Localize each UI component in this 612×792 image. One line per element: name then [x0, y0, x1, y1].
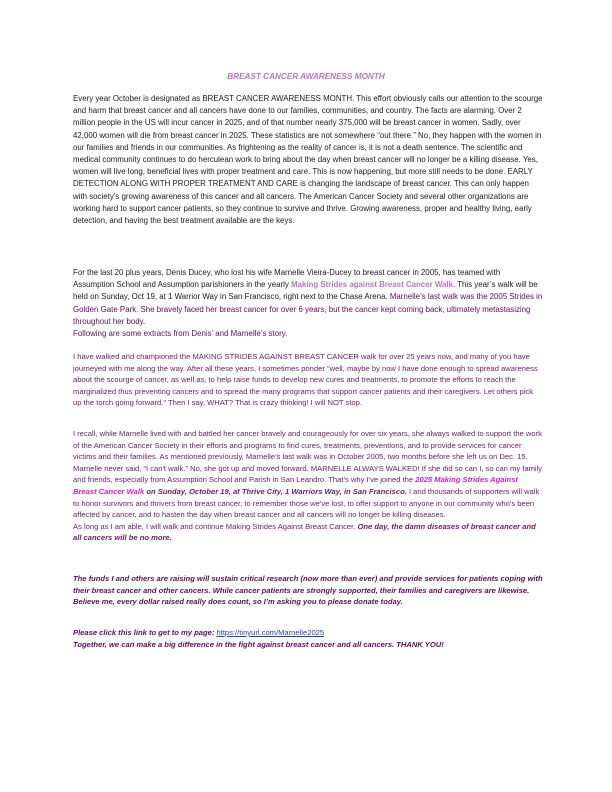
intro-paragraph: Every year October is designated as BREAST CANCER AWARENESS MONTH. This effort obviously calls our attention to the scourge and harm that breast cancer and all cancers have done to our families, communities, and country. The facts are alarming. Over 2 million people in the US will incur cancer in 2025, and of that number nearly 375,000 will be breast cancer in women. Sadly, over 42,000 women will die from breast cancer in 2025. These statistics are not somewhere “out there.” No, they happen with the women in our families and friends in our communities. As frightening as the reality of cancer is, it is not a death sentence. The scientific and medical community continues to do herculean work to bring about the day when breast cancer will no longer be a killing disease. Yes, women will live long, beneficial lives with proper treatment and care. This is now happening, but more still needs to be done. EARLY DETECTION ALONG WITH PROPER TREATMENT AND CARE is changing the landscape of breast cancer. This can only happen with society’s growing awareness of this cancer and all cancers. The American Cancer Society and several other organizations are working hard to support cancer patients, so they continue to survive and thrive. Growing awareness, proper and healthy living, early detection, and having the best treatment available are the keys. [73, 94, 543, 226]
as-long-text: As long as I am able, I will walk and continue Making Strides Against Breast Cancer. [73, 521, 358, 531]
recall-paragraph [73, 428, 543, 544]
one-day-text: One day, the damn diseases of breast cancer and all cancers will be no more. [73, 521, 536, 543]
funds-paragraph: The funds I and others are raising will sustain critical research (now more than ever) and provide services for patients coping with their breast cancer and other cancers. While cancer patients are strongly supported, their families and caregivers are likewise. Believe me, every dollar raised really does count, so I’m asking you to please donate today. [73, 574, 543, 607]
ducey-text: For the last 20 plus years, Denis Ducey, who lost his wife Marnelle Vieira-Ducey to breast cancer in 2005, has teamed with Assumption School and Assumption parishioners in the yearly [73, 268, 501, 290]
extracts-intro: Following are some extracts from Denis’ and Marnelle’s story. [73, 329, 288, 339]
marnelle-last-walk-text: Marnelle’s last walk was the 2005 Strides in Golden Gate Park. She bravely faced her breast cancer for over 6 years, but the cancer kept coming back, ultimately metastasizing throughout her body. [73, 292, 543, 326]
recall-text-2: I and thousands of supporters will walk to honor survivors and thrivers from breast cancer, to remember those we've lost, to offer support to anyone in our community who's been affected by cancer, and to hasten the day when breast cancer and all cancers will no longer be killing diseases. [73, 486, 540, 520]
recall-text: I recall, while Marnelle lived with and battled her cancer bravely and courageously for over six years, she always walked to support the work of the American Cancer Society in their efforts and programs to find cures, treatments, preventions, and to provide services for cancer victims and their families. As mentioned previously, Marnelle’s last walk was in October 2005, two months before she left us on Dec. 15. Marnelle never said, “I can't walk.” No, she got up and moved forward. MARNELLE ALWAYS WALKED! If she did so can I, so can my family and friends, especially from Assumption School and Parish in San Leandro. That’s why I've joined the [73, 429, 543, 485]
donate-paragraph [73, 627, 543, 650]
walk-2025-highlight: 2025 Making Strides Against Breast Cancer Walk [73, 475, 518, 496]
link-prompt: Please click this link to get to my page: [73, 628, 217, 637]
walk-date-location: on Sunday, October 19, at Thrive City, 1 Warriors Way, in San Francisco. [144, 486, 407, 496]
ducey-text-2: . This year’s walk will be held on Sunday, Oct 19, at 1 Warrior Way in San Francisco, right next to the Chase Arena. [73, 280, 538, 302]
ducey-paragraph [73, 267, 543, 340]
championed-paragraph: I have walked and championed the MAKING STRIDES AGAINST BREAST CANCER walk for over 25 years now, and many of you have journeyed with me along the way. After all these years, I sometimes ponder "well, maybe by now I have done enough to spread awareness about the scourge of cancer, as well as, to help raise funds to develop new cures and treatments, to promote the efforts to reach the marginalized thus preventing cancers and to spread the many programs that support cancer patients and their caregivers. Let others pick up the torch going forward." Then I say, WHAT? That is crazy thinking! I will NOT stop. [73, 352, 538, 408]
walk-name-highlight: Making Strides against Breast Cancer Walk [291, 280, 453, 290]
page-title: BREAST CANCER AWARENESS MONTH [227, 72, 385, 81]
thank-you-text: Together, we can make a big difference in the fight against breast cancer and all cancers. THANK YOU! [73, 639, 444, 649]
donation-link[interactable]: https://tinyurl.com/Marnelle2025 [216, 628, 325, 637]
